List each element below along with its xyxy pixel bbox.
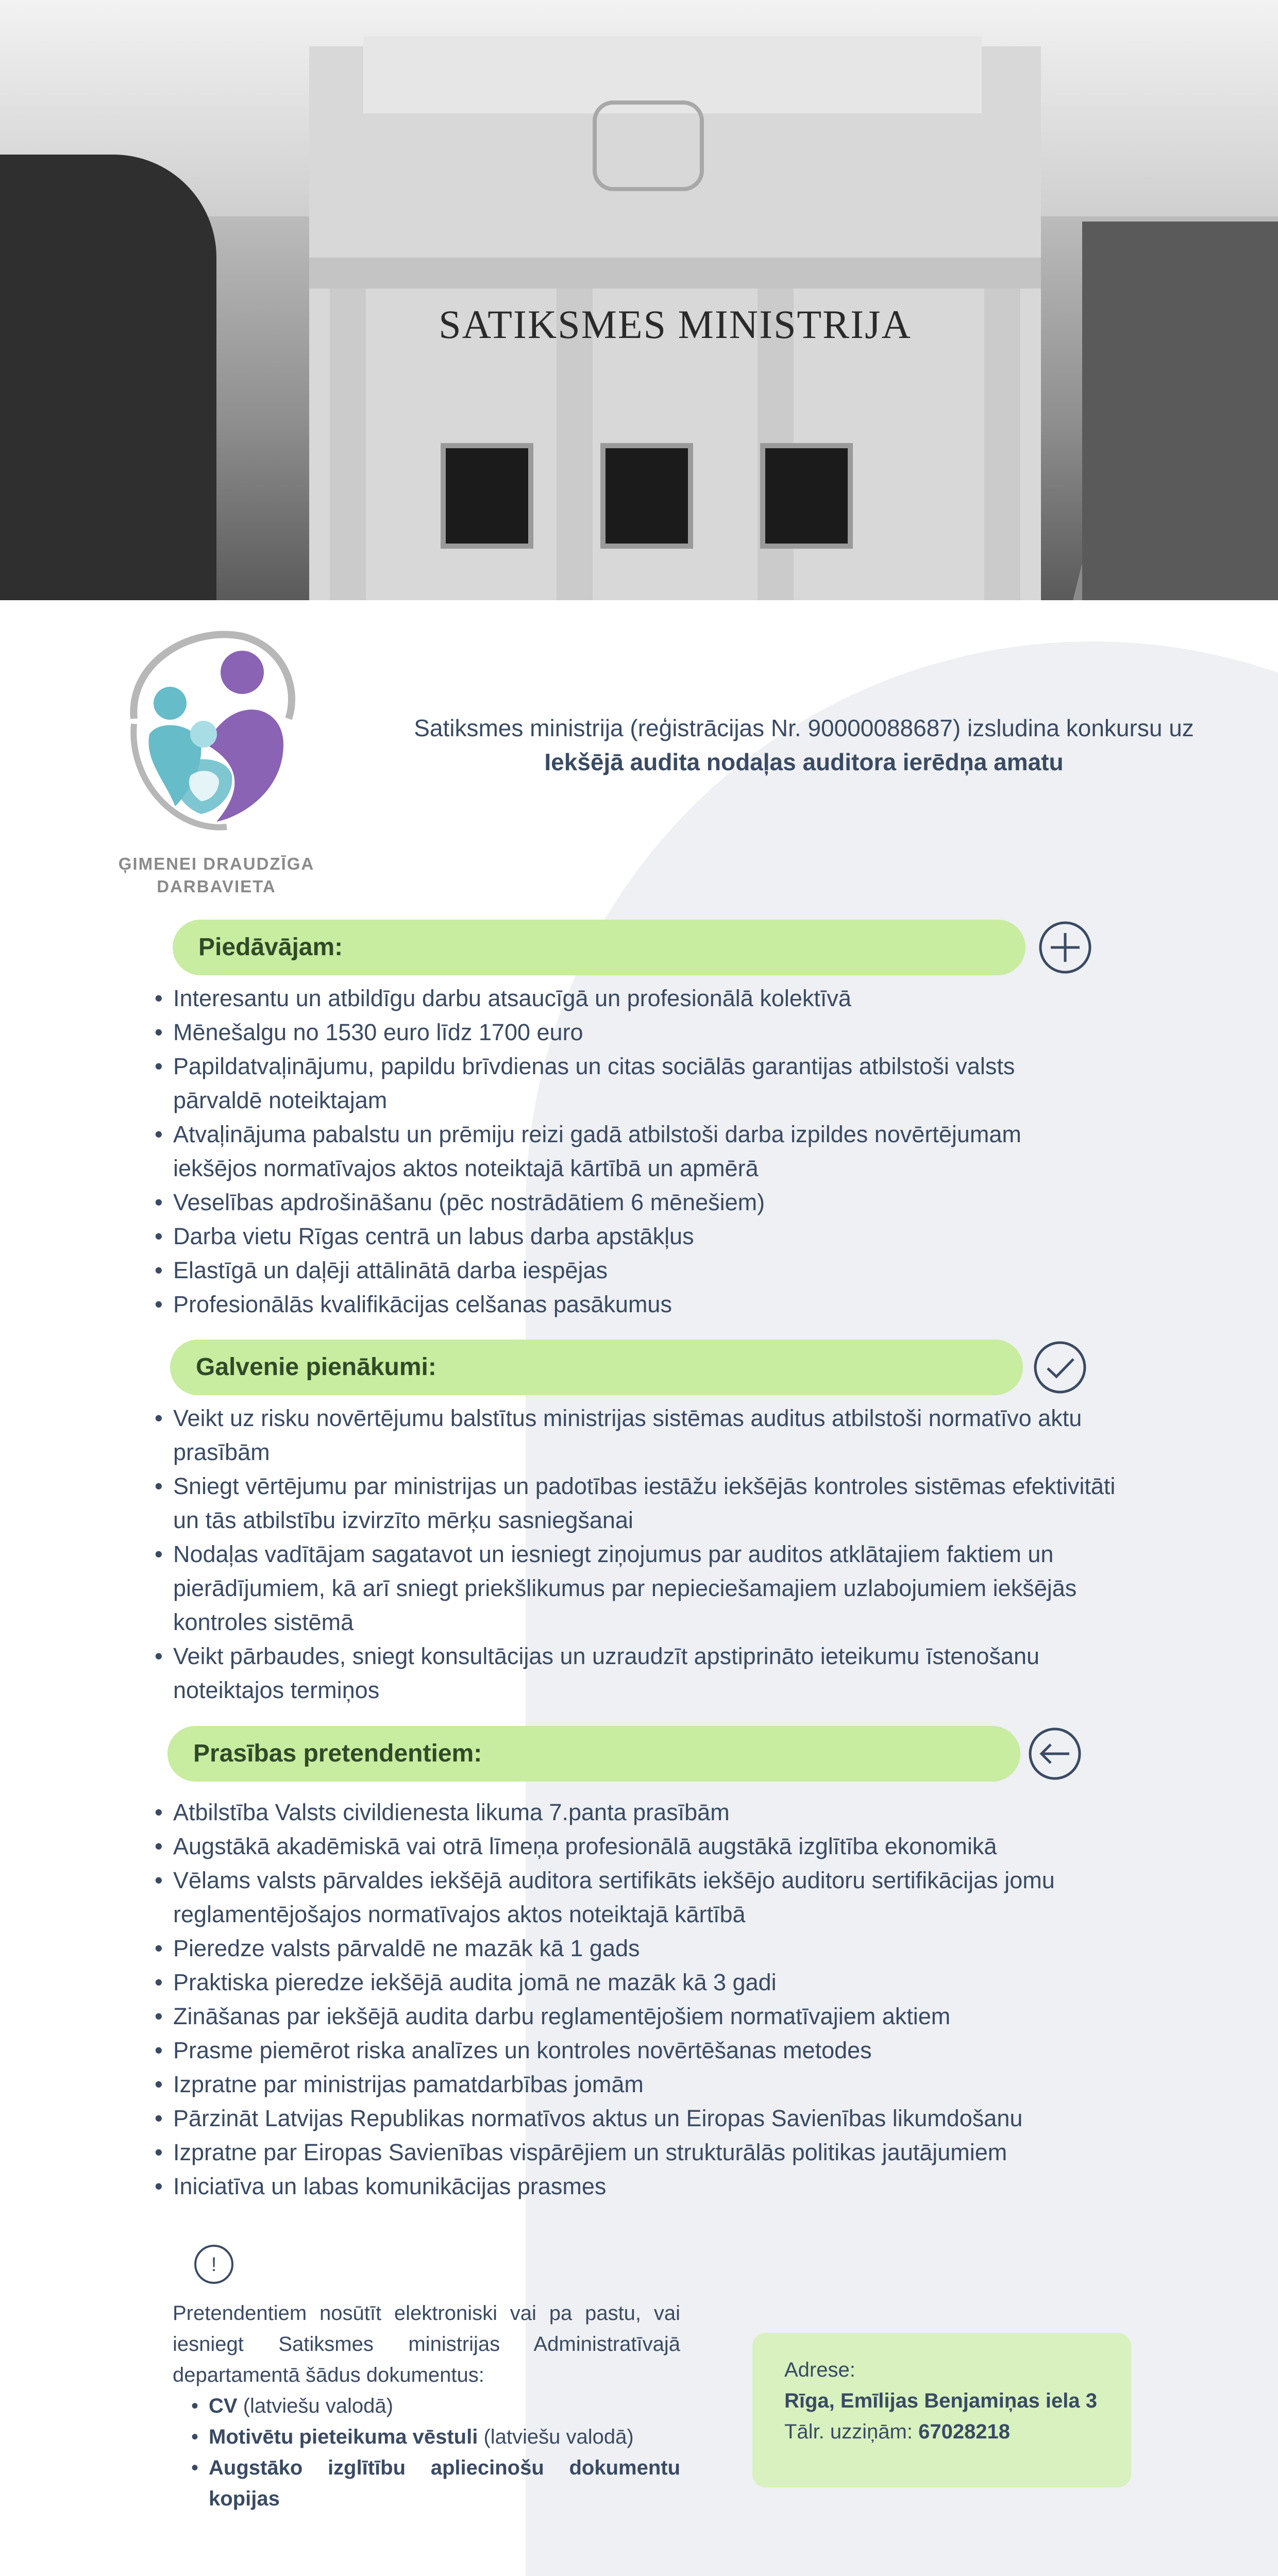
logo-caption-line-2: DARBAVIETA	[157, 877, 276, 896]
address-box	[752, 2333, 1131, 2487]
phone-label: Tālr. uzziņām:	[784, 2420, 919, 2443]
info-icon-glyph: !	[211, 2254, 217, 2276]
application-instructions	[173, 2298, 680, 2514]
plus-icon	[1038, 921, 1092, 974]
document-item	[209, 2391, 680, 2421]
list-item: • Nodaļas vadītājam sagatavot un iesniegt ziņojumus par auditos atklātajiem faktiem un pierādījumiem, kā arī sniegt priekšlikumus par nepieciešamajiem uzlabojumiem iekšējās kontroles sistēmā	[155, 1537, 1134, 1639]
list-item: • Elastīgā un daļēji attālinātā darba iespējas	[155, 1253, 1103, 1287]
list-item: • Veikt uz risku novērtējumu balstītus ministrijas sistēmas auditus atbilstoši normatīvo aktu prasībām	[155, 1401, 1134, 1469]
list-item: • Mēnešalgu no 1530 euro līdz 1700 euro	[155, 1015, 1103, 1049]
list-item: • Sniegt vērtējumu par ministrijas un padotības iestāžu iekšējās kontroles sistēmas efektivitāti un tās atbilstību izvirzīto mērķu sasniegšanai	[155, 1469, 1134, 1537]
list-item: • Interesantu un atbildīgu darbu atsaucīgā un profesionālā kolektīvā	[155, 981, 1103, 1015]
intro-announcement	[381, 711, 1226, 779]
section-title-duties: Galvenie pienākumi:	[196, 1353, 436, 1381]
application-intro: Pretendentiem nosūtīt elektroniski vai pa pastu, vai iesniegt Satiksmes ministrijas Administratīvajā departamentā šādus dokumentus:	[173, 2302, 680, 2386]
info-icon	[193, 2244, 234, 2285]
phone-line	[784, 2416, 1010, 2447]
list-item: • Iniciatīva un labas komunikācijas prasmes	[155, 2170, 1134, 2204]
section-header-requirements	[167, 1726, 1020, 1782]
required-documents-list	[173, 2391, 680, 2514]
document-item	[209, 2452, 680, 2514]
list-item: • Vēlams valsts pārvaldes iekšējā auditora sertifikāts iekšējo auditoru sertifikācijas jomu reglamentējošajos normatīvajos aktos noteiktajā kārtībā	[155, 1863, 1134, 1931]
requirements-list	[155, 1795, 1134, 2204]
address-label: Adrese:	[784, 2359, 855, 2381]
list-item: • Veselības apdrošināšanu (pēc nostrādātiem 6 mēnešiem)	[155, 1185, 1103, 1219]
list-item: • Zināšanas par iekšējā audita darbu reglamentējošiem normatīvajiem aktiem	[155, 1999, 1134, 2033]
section-title-offer: Piedāvājam:	[198, 934, 343, 961]
intro-line-1: Satiksmes ministrija (reģistrācijas Nr. 90000088687) izsludina konkursu uz	[414, 715, 1194, 741]
section-title-requirements: Prasības pretendentiem:	[193, 1740, 482, 1767]
list-item: • Darba vietu Rīgas centrā un labus darba apstākļus	[155, 1219, 1103, 1253]
hero-trees-left	[0, 155, 216, 600]
phone-number: 67028218	[918, 2420, 1011, 2443]
arrow-left-icon	[1028, 1727, 1082, 1781]
offer-list	[155, 981, 1103, 1321]
list-item: • Atbilstība Valsts civildienesta likuma 7.panta prasībām	[155, 1795, 1134, 1829]
duties-list	[155, 1401, 1134, 1707]
list-item: • Prasme piemērot riska analīzes un kontroles novērtēšanas metodes	[155, 2033, 1134, 2067]
list-item: • Pieredze valsts pārvaldē ne mazāk kā 1 gads	[155, 1931, 1134, 1965]
hero-column	[330, 289, 366, 600]
list-item: • Atvaļinājuma pabalstu un prēmiju reizi gadā atbilstoši darba izpildes novērtējumam iekšējos normatīvajos aktos noteiktajā kārtībā un apmērā	[155, 1117, 1103, 1185]
list-item: • Profesionālās kvalifikācijas celšanas pasākumus	[155, 1287, 1103, 1321]
section-header-offer	[173, 920, 1025, 975]
list-item: • Izpratne par Eiropas Savienības vispārējiem un strukturālās politikas jautājumiem	[155, 2136, 1134, 2170]
logo-caption	[98, 853, 335, 898]
hero-photo-ministry-building	[0, 0, 1278, 600]
list-item: • Pārzināt Latvijas Republikas normatīvos aktus un Eiropas Savienības likumdošanu	[155, 2102, 1134, 2136]
address-value: Rīga, Emīlijas Benjamiņas iela 3	[784, 2389, 1097, 2412]
document-name: Augstāko izglītību apliecinošu dokumentu kopijas	[209, 2456, 680, 2510]
position-title: Iekšējā audita nodaļas auditora ierēdņa amatu	[544, 749, 1064, 775]
list-item: • Papildatvaļinājumu, papildu brīvdienas un citas sociālās garantijas atbilstoši valsts pārvaldē noteiktajam	[155, 1049, 1103, 1117]
hero-window	[600, 443, 693, 549]
document-note: (latviešu valodā)	[237, 2395, 393, 2417]
document-name: CV	[209, 2395, 238, 2417]
section-header-duties	[170, 1340, 1023, 1395]
hero-coat-of-arms	[593, 100, 704, 191]
document-name: Motivētu pieteikuma vēstuli	[209, 2426, 478, 2448]
hero-facade-lettering: SATIKSMES MINISTRIJA	[439, 302, 912, 347]
logo-caption-line-1: ĢIMENEI DRAUDZĪGA	[118, 854, 315, 873]
list-item: • Izpratne par ministrijas pamatdarbības jomām	[155, 2067, 1134, 2102]
hero-window	[760, 443, 853, 549]
list-item: • Praktiska pieredze iekšējā audita jomā ne mazāk kā 3 gadi	[155, 1965, 1134, 1999]
hero-trees-right	[1082, 222, 1278, 600]
list-item: • Veikt pārbaudes, sniegt konsultācijas un uzraudzīt apstiprināto ieteikumu īstenošanu noteiktajos termiņos	[155, 1639, 1134, 1707]
hero-column	[984, 289, 1020, 600]
document-item	[209, 2421, 680, 2452]
list-item: • Augstākā akadēmiskā vai otrā līmeņa profesionālā augstākā izglītība ekonomikā	[155, 1829, 1134, 1863]
checkmark-icon	[1033, 1341, 1087, 1394]
hero-window	[441, 443, 533, 549]
hero-cornice	[309, 258, 1041, 289]
document-note: (latviešu valodā)	[478, 2426, 634, 2448]
